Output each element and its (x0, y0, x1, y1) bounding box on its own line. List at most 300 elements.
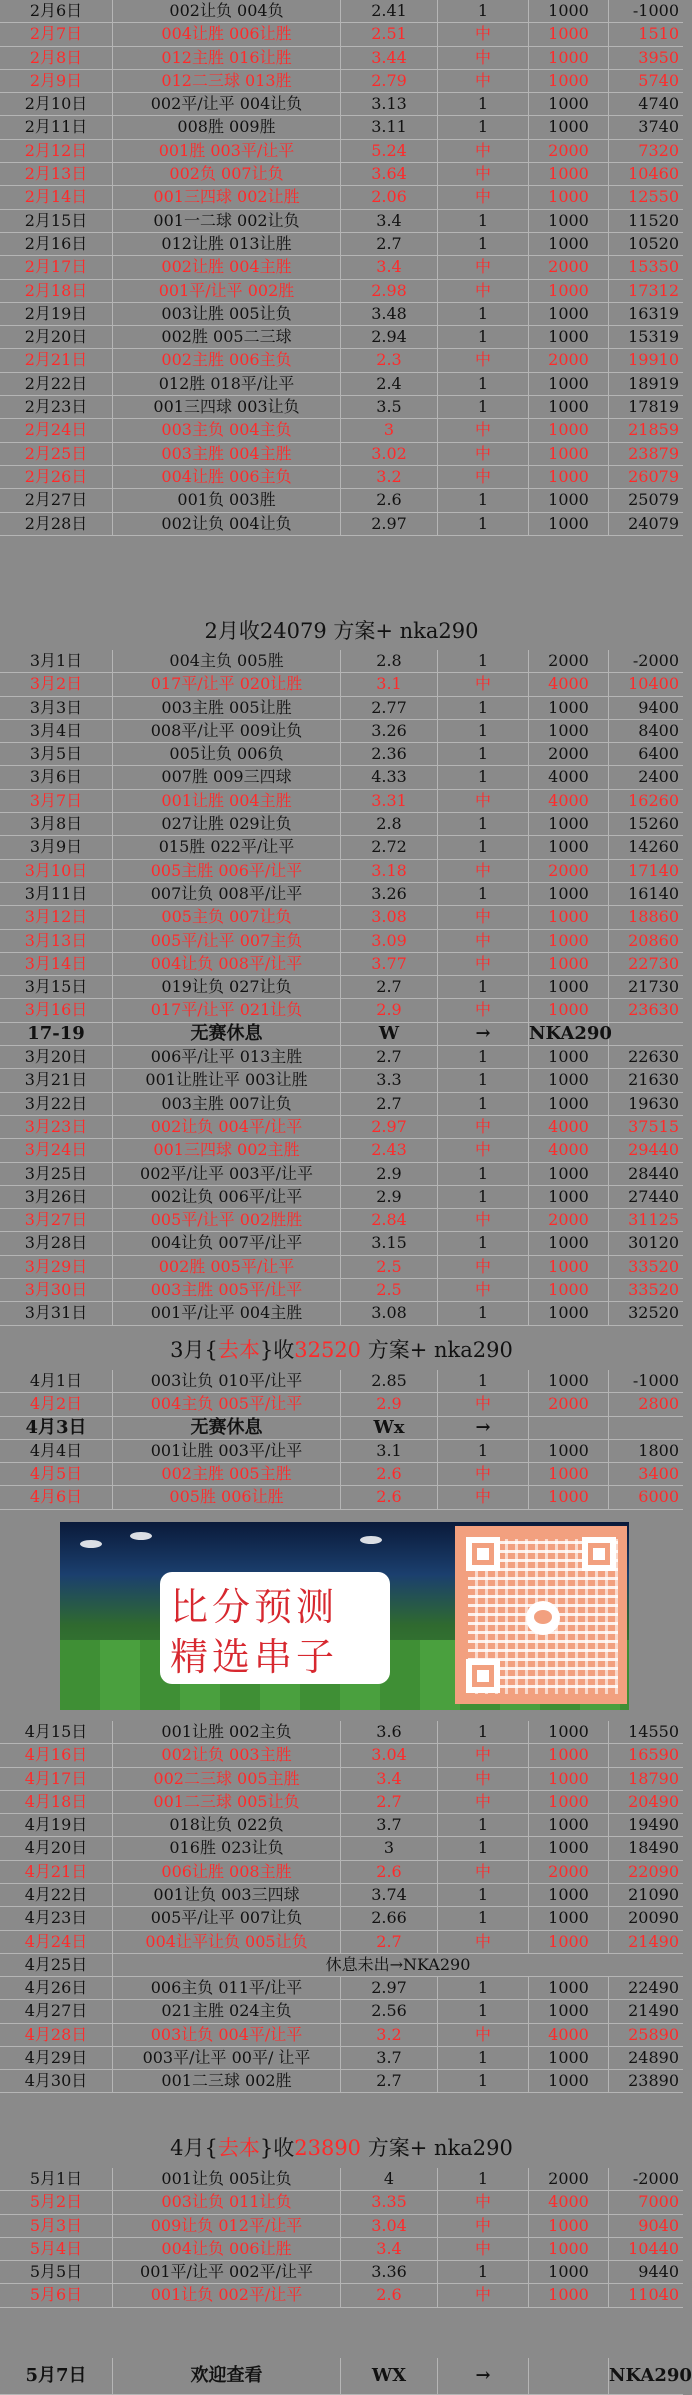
odds-cell: 3.04 (341, 2215, 438, 2237)
stake-cell: 1000 (529, 1232, 609, 1254)
odds-cell: 2.72 (341, 836, 438, 858)
table-row (0, 906, 683, 929)
pick-cell: 004主负 005平/让平 (113, 1393, 341, 1415)
result-cell: 1 (438, 883, 529, 905)
pick-cell: 003主负 004主负 (113, 419, 341, 441)
result-cell: 中 (438, 1279, 529, 1301)
date-cell: 3月25日 (0, 1163, 113, 1185)
result-cell: 中 (438, 140, 529, 162)
odds-cell: 3.74 (341, 1884, 438, 1906)
pick-cell: 003主胜 007让负 (113, 1093, 341, 1115)
odds-cell: 2.41 (341, 0, 438, 22)
result-cell: 1 (438, 303, 529, 325)
odds-cell: 3.4 (341, 256, 438, 278)
odds-cell: 3.48 (341, 303, 438, 325)
table-row (0, 186, 683, 209)
result-cell: 中 (438, 1768, 529, 1790)
stake-cell: 1000 (529, 280, 609, 302)
balance-cell: 7320 (638, 140, 679, 160)
pick-cell: 003让负 010平/让平 (113, 1370, 341, 1392)
date-cell: 3月1日 (0, 650, 113, 672)
table-row (0, 489, 683, 512)
pick-cell: 008胜 009胜 (113, 116, 341, 138)
pick-cell: 005主胜 006平/让平 (113, 860, 341, 882)
stake-cell: 1000 (529, 1721, 609, 1743)
date-cell: 4月20日 (0, 1837, 113, 1859)
table-row (0, 860, 683, 883)
pick-cell: 003平/让平 00平/ 让平 (113, 2047, 341, 2069)
date-cell: 4月19日 (0, 1814, 113, 1836)
date-cell: 2月11日 (0, 116, 113, 138)
stake-cell: 1000 (529, 976, 609, 998)
balance-cell: 18919 (628, 373, 679, 393)
table-row (0, 466, 683, 489)
odds-cell: 2.6 (341, 489, 438, 511)
stake-cell: 2000 (529, 1393, 609, 1415)
odds-cell: 3.26 (341, 883, 438, 905)
date-cell: 2月10日 (0, 93, 113, 115)
balance-cell: 19630 (628, 1093, 679, 1113)
pick-cell: 004让负 008平/让平 (113, 953, 341, 975)
date-cell: 4月25日 (0, 1954, 113, 1976)
odds-cell: 2.79 (341, 70, 438, 92)
stake-cell: 1000 (529, 303, 609, 325)
date-cell: 2月21日 (0, 349, 113, 371)
balance-cell: 3740 (638, 117, 679, 137)
pick-cell: 006让胜 008主胜 (113, 1861, 341, 1883)
stake-cell: 1000 (529, 93, 609, 115)
pick-cell: 005胜 006让胜 (113, 1486, 341, 1508)
stake-cell: 1000 (529, 697, 609, 719)
odds-cell: 3 (341, 1837, 438, 1859)
date-cell: 4月24日 (0, 1931, 113, 1953)
odds-cell: 3.4 (341, 210, 438, 232)
table-row (0, 2047, 683, 2070)
date-cell: 4月17日 (0, 1768, 113, 1790)
balance-cell: 2800 (638, 1394, 679, 1414)
balance-cell: 22630 (628, 1047, 679, 1067)
pick-cell: 001三四球 002让胜 (113, 186, 341, 208)
odds-cell: 2.97 (341, 1116, 438, 1138)
pick-cell: 001二三球 002胜 (113, 2070, 341, 2092)
stake-cell: 1000 (529, 2284, 609, 2306)
date-cell: 2月28日 (0, 513, 113, 535)
balance-cell: 37515 (628, 1116, 679, 1136)
balance-cell: 28440 (628, 1163, 679, 1183)
table-row (0, 23, 683, 46)
date-cell: 2月12日 (0, 140, 113, 162)
date-cell: 5月7日 (0, 2358, 113, 2394)
result-cell: → (438, 1417, 529, 1439)
result-cell: 1 (438, 766, 529, 788)
balance-cell: 22730 (628, 953, 679, 973)
table-row (0, 93, 683, 116)
result-cell: 1 (438, 0, 529, 22)
balance-cell: 33520 (628, 1256, 679, 1276)
balance-cell: 33520 (628, 1280, 679, 1300)
stake-cell: 4000 (529, 1116, 609, 1138)
pick-cell: 001平/让平 004主胜 (113, 1302, 341, 1324)
stake-cell: 1000 (529, 163, 609, 185)
stake-cell (529, 1417, 609, 1439)
table-row (0, 650, 683, 673)
result-cell: 1 (438, 697, 529, 719)
table-row (0, 2070, 683, 2093)
table-row (0, 1186, 683, 1209)
result-cell: 中 (438, 23, 529, 45)
result-cell: 1 (438, 813, 529, 835)
stake-cell: 2000 (529, 1209, 609, 1231)
rest-note: 休息未出→NKA290 (325, 1955, 471, 1974)
result-cell: 1 (438, 1814, 529, 1836)
april-summary-mid: }收 (259, 2136, 295, 2160)
pick-cell: 004让胜 006主负 (113, 466, 341, 488)
stake-cell: 1000 (529, 489, 609, 511)
balance-cell: 3400 (638, 1464, 679, 1484)
date-cell: 3月6日 (0, 766, 113, 788)
stake-cell: 1000 (529, 396, 609, 418)
balance-cell: 21090 (628, 1885, 679, 1905)
pick-cell: 001让胜 003平/让平 (113, 1440, 341, 1462)
april-summary-amount: 23890 (294, 2136, 362, 2160)
odds-cell: 3.2 (341, 2024, 438, 2046)
date-cell: 2月17日 (0, 256, 113, 278)
pick-cell: 003让负 004平/让平 (113, 2024, 341, 2046)
pick-cell: 004让负 006让胜 (113, 2238, 341, 2260)
date-cell: 2月24日 (0, 419, 113, 441)
balance-cell: 11040 (628, 2285, 679, 2305)
result-cell: 1 (438, 1069, 529, 1091)
table-row (0, 2191, 683, 2214)
result-cell: 1 (438, 976, 529, 998)
stake-cell: 1000 (529, 210, 609, 232)
date-cell: 3月29日 (0, 1256, 113, 1278)
odds-cell: 3 (341, 419, 438, 441)
balance-cell: NKA290 (609, 2365, 692, 2386)
date-cell: 3月16日 (0, 999, 113, 1021)
result-cell: 1 (438, 2000, 529, 2022)
result-cell: 1 (438, 1977, 529, 1999)
date-cell: 2月8日 (0, 47, 113, 69)
date-cell: 3月15日 (0, 976, 113, 998)
result-cell: 中 (438, 1861, 529, 1883)
table-row (0, 790, 683, 813)
table-row (0, 373, 683, 396)
result-cell: 1 (438, 2047, 529, 2069)
balance-cell: 12550 (628, 187, 679, 207)
stake-cell: 4000 (529, 2191, 609, 2213)
odds-cell: 2.97 (341, 513, 438, 535)
date-cell: 5月5日 (0, 2261, 113, 2283)
stake-cell (529, 2358, 609, 2394)
date-cell: 4月6日 (0, 1486, 113, 1508)
table-row (0, 280, 683, 303)
table-row (0, 1256, 683, 1279)
date-cell: 4月2日 (0, 1393, 113, 1415)
balance-cell: 10460 (628, 164, 679, 184)
table-row (0, 1417, 683, 1440)
result-cell: 1 (438, 396, 529, 418)
pick-cell: 005平/让平 007主负 (113, 930, 341, 952)
wechat-icon (526, 1601, 560, 1635)
result-cell: 中 (438, 280, 529, 302)
balance-cell: 20090 (628, 1908, 679, 1928)
table-row (0, 1046, 683, 1069)
date-cell: 2月23日 (0, 396, 113, 418)
odds-cell: 3.08 (341, 1302, 438, 1324)
balance-cell: 1800 (638, 1440, 679, 1460)
result-cell: 1 (438, 116, 529, 138)
date-cell: 2月16日 (0, 233, 113, 255)
result-cell: 1 (438, 373, 529, 395)
table-row (0, 140, 683, 163)
qr-code[interactable] (455, 1526, 627, 1704)
stake-cell: 1000 (529, 2000, 609, 2022)
balance-cell: 21730 (628, 977, 679, 997)
stake-cell: 1000 (529, 1814, 609, 1836)
result-cell: 中 (438, 1209, 529, 1231)
odds-cell: 3.36 (341, 2261, 438, 2283)
table-row (0, 2238, 683, 2261)
odds-cell: 3.44 (341, 47, 438, 69)
table-row (0, 743, 683, 766)
balance-cell (609, 1023, 683, 1045)
stake-cell: 4000 (529, 2024, 609, 2046)
result-cell: 1 (438, 1884, 529, 1906)
odds-cell: 3.4 (341, 2238, 438, 2260)
odds-cell: 2.7 (341, 976, 438, 998)
stake-cell: 1000 (529, 1977, 609, 1999)
odds-cell: 2.9 (341, 1163, 438, 1185)
date-cell: 3月22日 (0, 1093, 113, 1115)
odds-cell: 2.77 (341, 697, 438, 719)
result-cell: 中 (438, 2024, 529, 2046)
pick-cell: 003主胜 005让胜 (113, 697, 341, 719)
table-row (0, 1232, 683, 1255)
stake-cell: 1000 (529, 836, 609, 858)
balance-cell: 18790 (628, 1768, 679, 1788)
odds-cell: W (341, 1023, 438, 1045)
pick-cell: 016胜 023让负 (113, 1837, 341, 1859)
pick-cell: 004让平让负 005让负 (113, 1931, 341, 1953)
date-cell: 3月21日 (0, 1069, 113, 1091)
pick-cell: 002负 007让负 (113, 163, 341, 185)
table-row (0, 349, 683, 372)
pick-cell: 002让负 004平/让平 (113, 1116, 341, 1138)
stake-cell: 1000 (529, 1744, 609, 1766)
stake-cell: 2000 (529, 349, 609, 371)
pick-cell: 012让胜 013让胜 (113, 233, 341, 255)
balance-cell: -1000 (632, 1, 679, 20)
table-row (0, 70, 683, 93)
pick-cell: 005平/让平 002胜胜 (113, 1209, 341, 1231)
promo-banner[interactable] (60, 1522, 629, 1710)
balance-cell: 6000 (638, 1487, 679, 1507)
odds-cell: 3.5 (341, 396, 438, 418)
balance-cell: 18490 (628, 1838, 679, 1858)
date-cell: 4月29日 (0, 2047, 113, 2069)
result-cell: 1 (438, 2070, 529, 2092)
table-row (0, 720, 683, 743)
stake-cell: 1000 (529, 1093, 609, 1115)
result-cell: 中 (438, 419, 529, 441)
stake-cell: 1000 (529, 2261, 609, 2283)
april-table-top (0, 1370, 683, 1510)
result-cell: 1 (438, 513, 529, 535)
odds-cell: 5.24 (341, 140, 438, 162)
stake-cell: 1000 (529, 1931, 609, 1953)
stake-cell: 1000 (529, 443, 609, 465)
pick-cell: 009让负 012平/让平 (113, 2215, 341, 2237)
qr-finder-icon (582, 1537, 616, 1571)
odds-cell: 2.84 (341, 1209, 438, 1231)
march-summary (0, 1330, 683, 1370)
date-cell: 2月20日 (0, 326, 113, 348)
table-row (0, 1302, 683, 1325)
odds-cell: 3.2 (341, 466, 438, 488)
odds-cell: 2.9 (341, 1393, 438, 1415)
table-row (0, 1884, 683, 1907)
pick-cell: 003主胜 005平/让平 (113, 1279, 341, 1301)
odds-cell: 2.8 (341, 813, 438, 835)
result-cell: 中 (438, 1463, 529, 1485)
balance-cell: 31125 (628, 1210, 679, 1230)
pick-cell: 012二三球 013胜 (113, 70, 341, 92)
stake-cell: 1000 (529, 883, 609, 905)
balance-cell: -2000 (632, 651, 679, 670)
odds-cell: 2.9 (341, 1186, 438, 1208)
stake-cell: 1000 (529, 1791, 609, 1813)
odds-cell: 3.09 (341, 930, 438, 952)
balance-cell: 23879 (628, 443, 679, 463)
stake-cell: 1000 (529, 233, 609, 255)
odds-cell: Wx (341, 1417, 438, 1439)
balance-cell: 16140 (628, 883, 679, 903)
balance-cell: 14260 (628, 837, 679, 857)
table-row (0, 1209, 683, 1232)
pick-cell: 012主胜 016让胜 (113, 47, 341, 69)
date-cell: 2月13日 (0, 163, 113, 185)
date-cell: 3月14日 (0, 953, 113, 975)
date-cell: 4月1日 (0, 1370, 113, 1392)
balance-cell: 17819 (628, 397, 679, 417)
table-row (0, 999, 683, 1022)
date-cell: 3月3日 (0, 697, 113, 719)
date-cell: 2月15日 (0, 210, 113, 232)
pick-cell: 001让胜 002主负 (113, 1721, 341, 1743)
date-cell: 3月11日 (0, 883, 113, 905)
date-cell: 3月30日 (0, 1279, 113, 1301)
balance-cell: 9440 (638, 2262, 679, 2282)
odds-cell: 2.7 (341, 1046, 438, 1068)
stake-cell: 1000 (529, 23, 609, 45)
march-summary-suffix: 方案+ nka290 (361, 1338, 513, 1362)
result-cell: 中 (438, 2191, 529, 2213)
stake-cell: 2000 (529, 2168, 609, 2190)
april-table-end (0, 1977, 683, 2093)
march-table (0, 650, 683, 1326)
date-cell: 5月4日 (0, 2238, 113, 2260)
balance-cell: 25890 (628, 2024, 679, 2044)
table-row (0, 1163, 683, 1186)
date-cell: 3月2日 (0, 673, 113, 695)
stake-cell: 1000 (529, 1302, 609, 1324)
result-cell: 1 (438, 489, 529, 511)
april-25-row-wrap (0, 1954, 683, 1977)
banner-line1: 比分预测 (170, 1585, 339, 1629)
date-cell: 3月27日 (0, 1209, 113, 1231)
table-row (0, 1837, 683, 1860)
odds-cell: 2.7 (341, 1931, 438, 1953)
table-row (0, 1977, 683, 2000)
pick-cell: 018让负 022负 (113, 1814, 341, 1836)
odds-cell: 2.6 (341, 1861, 438, 1883)
stake-cell: 1000 (529, 326, 609, 348)
pick-cell: 002主胜 005主胜 (113, 1463, 341, 1485)
table-row (0, 1463, 683, 1486)
date-cell: 3月24日 (0, 1139, 113, 1161)
date-cell: 3月9日 (0, 836, 113, 858)
table-row (0, 47, 683, 70)
odds-cell: 2.4 (341, 373, 438, 395)
stadium-light-icon (130, 1532, 152, 1540)
pick-cell: 004主负 005胜 (113, 650, 341, 672)
table-row (0, 766, 683, 789)
result-cell: 1 (438, 1440, 529, 1462)
table-row (0, 1721, 683, 1744)
balance-cell: 19490 (628, 1815, 679, 1835)
result-cell: 中 (438, 999, 529, 1021)
balance-cell: 14550 (628, 1722, 679, 1741)
result-cell: 中 (438, 953, 529, 975)
date-cell: 5月2日 (0, 2191, 113, 2213)
balance-cell: 23630 (628, 1000, 679, 1020)
result-cell: 中 (438, 906, 529, 928)
balance-cell (609, 1417, 683, 1439)
stake-cell: 1000 (529, 1463, 609, 1485)
pick-cell: 001一二球 002让负 (113, 210, 341, 232)
table-row (0, 673, 683, 696)
may-7-row-wrap (0, 2358, 692, 2395)
pick-cell: 001平/让平 002平/让平 (113, 2261, 341, 2283)
stake-cell: 1000 (529, 1486, 609, 1508)
balance-cell: 5740 (638, 70, 679, 90)
pick-cell: 001让胜让平 003让胜 (113, 1069, 341, 1091)
result-cell: 中 (438, 47, 529, 69)
date-cell: 2月27日 (0, 489, 113, 511)
date-cell: 4月30日 (0, 2070, 113, 2092)
date-cell: 4月5日 (0, 1463, 113, 1485)
result-cell: 中 (438, 2284, 529, 2306)
balance-cell: 26079 (628, 466, 679, 486)
balance-cell: 22490 (628, 1978, 679, 1997)
stake-cell: 2000 (529, 256, 609, 278)
table-row (0, 513, 683, 536)
table-row (0, 883, 683, 906)
date-cell: 3月5日 (0, 743, 113, 765)
april-table-bottom (0, 1721, 683, 1954)
odds-cell: 2.56 (341, 2000, 438, 2022)
date-cell: 3月23日 (0, 1116, 113, 1138)
pick-cell: 001三四球 003让负 (113, 396, 341, 418)
result-cell: 1 (438, 720, 529, 742)
stake-cell: 1000 (529, 419, 609, 441)
table-row (0, 1069, 683, 1092)
stake-cell: 2000 (529, 140, 609, 162)
odds-cell: 2.6 (341, 2284, 438, 2306)
result-cell: 1 (438, 1093, 529, 1115)
pick-cell: 002平/让平 003平/让平 (113, 1163, 341, 1185)
